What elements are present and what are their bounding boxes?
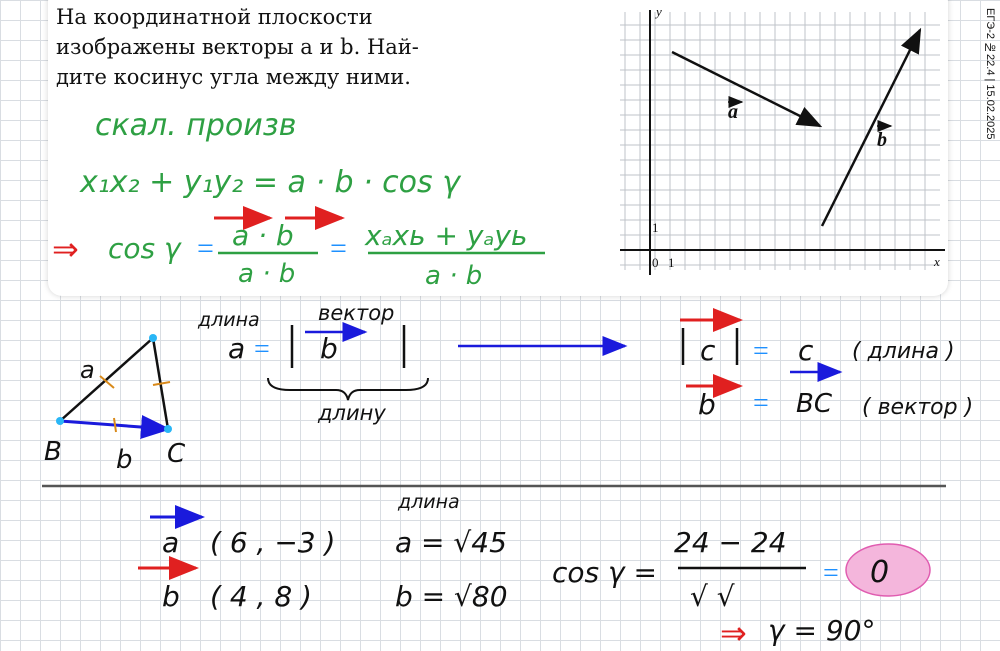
triangle-label-B: B (44, 437, 62, 467)
y-axis-label: y (656, 4, 662, 19)
note-dlinu: длину (318, 401, 386, 425)
equals-4: = (753, 336, 769, 367)
note-dlina-paren: ( длина ) (852, 339, 955, 364)
frac1-denominator: a · b (238, 259, 296, 289)
frac2-numerator: xₐxь + yₐyь (365, 219, 528, 252)
equals-6: = (823, 558, 839, 589)
note-dlina: длина (198, 309, 260, 331)
problem-line-1: На координатной плоскости (56, 5, 373, 29)
vertex-top (149, 334, 157, 342)
cos-numerator: 24 − 24 (674, 526, 787, 559)
vec-b-letter: b (162, 580, 180, 613)
vec-b-coords: ( 4 , 8 ) (210, 580, 312, 613)
cos-gamma: cos γ (108, 232, 181, 265)
underbrace (268, 378, 428, 400)
abs-c-letter: c (700, 334, 716, 367)
eq-b-inside: b (320, 332, 338, 365)
problem-line-3: дите косинус угла между ними. (56, 65, 411, 89)
dot-product-formula: x₁x₂ + y₁y₂ = a · b · cos γ (80, 165, 460, 200)
note-dlina-2: длина (398, 491, 460, 513)
task-label: ЕГЭ-2 №22.4 | 15.02.2025 (984, 8, 996, 140)
vec-a-coords: ( 6 , −3 ) (210, 526, 336, 559)
cos-gamma-2: cos γ = (552, 556, 657, 589)
problem-line-2: изображены векторы a и b. Най- (56, 35, 419, 59)
origin-label: 0 (652, 255, 659, 270)
implies-arrow-1: ⇒ (52, 231, 79, 267)
triangle-label-C: C (167, 439, 186, 469)
x-axis-label: x (934, 254, 940, 269)
vertex-b (56, 417, 64, 425)
vector-a-label: a (728, 101, 738, 123)
coordinate-graph (620, 4, 945, 275)
length-a: a = √45 (395, 526, 507, 559)
equals-2: = (330, 232, 347, 265)
unit-y-label: 1 (652, 220, 659, 235)
bc-letters: BC (796, 389, 832, 419)
unit-x-label: 1 (668, 255, 675, 270)
equals-1: = (197, 232, 214, 265)
length-b: b = √80 (395, 580, 508, 613)
equals-5: = (753, 388, 769, 419)
note-vektor-paren: ( вектор ) (862, 395, 974, 420)
vector-b-line (822, 30, 920, 226)
vec-a-letter: a (162, 526, 180, 559)
implies-arrow-2: ⇒ (720, 615, 747, 651)
c-value: c (798, 334, 814, 367)
result-value: 0 (870, 555, 890, 590)
cos-denominator: √ √ (690, 580, 735, 613)
triangle-label-b: b (116, 445, 133, 475)
eq-a: a (228, 332, 246, 365)
triangle-side-a (60, 338, 153, 421)
graph-grid (620, 12, 940, 270)
note-vektor: вектор (318, 301, 395, 325)
gamma-result: γ = 90° (768, 614, 876, 647)
frac1-numerator: a · b (232, 219, 294, 252)
equals-3: = (254, 334, 270, 365)
vertex-c (164, 425, 172, 433)
scalar-product-note: скал. произв (95, 108, 297, 143)
b-vector-letter: b (698, 388, 716, 421)
triangle-sketch (44, 334, 186, 475)
triangle-label-a: a (80, 356, 95, 384)
frac2-denominator: a · b (425, 261, 483, 291)
vector-b-label: b (877, 129, 887, 151)
tick-mark-3 (114, 418, 116, 432)
